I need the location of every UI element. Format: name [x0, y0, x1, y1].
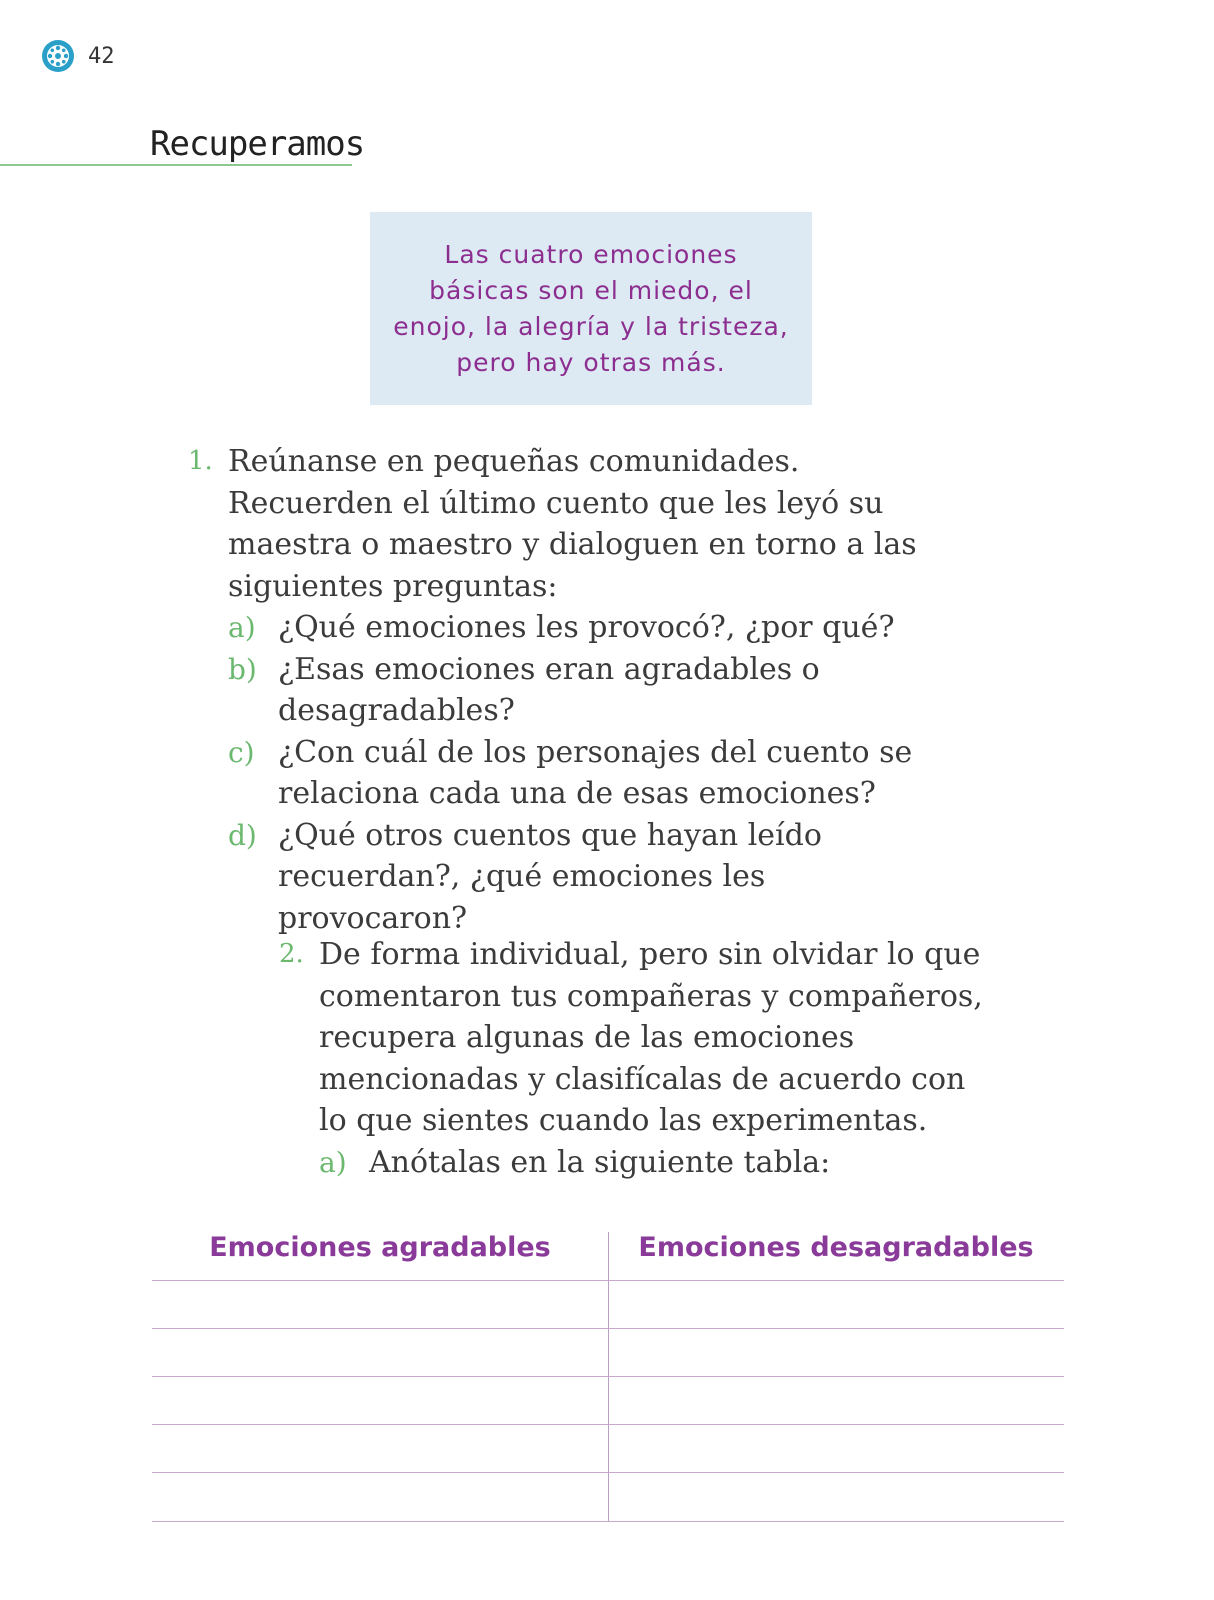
table-rule — [152, 1521, 1064, 1522]
task-line: mencionadas y clasifícalas de acuerdo con — [319, 1061, 966, 1097]
note-line: Las cuatro emociones — [444, 239, 738, 269]
question-line: ¿Con cuál de los personajes del cuento se — [278, 734, 913, 770]
question-line: desagradables? — [278, 693, 515, 728]
table-rule — [152, 1376, 1064, 1377]
question-a — [228, 607, 948, 649]
section-title: Recuperamos — [150, 124, 365, 164]
task-line: Recuerden el último cuento que les leyó su — [228, 485, 884, 521]
question-line: ¿Esas emociones eran agradables o — [278, 651, 820, 687]
question-line: recuerdan?, ¿qué emociones les provocaron? — [278, 859, 766, 936]
note-box — [370, 212, 812, 405]
header-unpleasant: Emociones desagradables — [638, 1232, 1034, 1263]
table-rule — [152, 1472, 1064, 1473]
instruction-a — [319, 1142, 1039, 1184]
task-number: 1. — [188, 446, 213, 476]
note-line: pero hay otras más. — [456, 347, 726, 377]
task-line: comentaron tus compañeras y compañeros, — [319, 978, 983, 1014]
task-1 — [188, 441, 948, 939]
task-line: Reúnanse en pequeñas comunidades. — [228, 444, 800, 479]
table-rule — [152, 1328, 1064, 1329]
question-line: relaciona cada una de esas emociones? — [278, 776, 876, 811]
page-number: 42 — [88, 43, 115, 69]
note-text — [393, 237, 788, 381]
question-letter: d) — [228, 818, 257, 852]
gear-flower-icon — [40, 38, 76, 74]
question-b — [228, 649, 948, 732]
task-line: maestra o maestro y dialoguen en torno a las — [228, 527, 917, 562]
question-line: ¿Qué otros cuentos que hayan leído — [278, 817, 822, 853]
title-underline — [0, 164, 352, 166]
question-letter: b) — [228, 652, 257, 686]
question-letter: a) — [228, 611, 256, 644]
question-d — [228, 815, 948, 940]
task-line: De forma individual, pero sin olvidar lo que — [319, 937, 981, 972]
instruction-text: Anótalas en la siguiente tabla: — [369, 1144, 831, 1180]
task-line: recupera algunas de las emociones — [319, 1020, 855, 1055]
table-rule — [152, 1424, 1064, 1425]
note-line: básicas son el miedo, el — [429, 275, 753, 305]
question-line: ¿Qué emociones les provocó?, ¿por qué? — [278, 610, 895, 645]
question-c — [228, 732, 948, 815]
header-pleasant: Emociones agradables — [209, 1232, 551, 1263]
note-line: enojo, la alegría y la tristeza, — [393, 311, 789, 341]
task-line: lo que sientes cuando las experimentas. — [319, 1103, 928, 1138]
table-rule — [152, 1280, 1064, 1281]
task-2 — [279, 934, 1039, 1183]
page-header — [40, 38, 115, 74]
task-line: siguientes preguntas: — [228, 568, 558, 604]
task-number: 2. — [279, 939, 304, 969]
instruction-letter: a) — [319, 1145, 347, 1179]
question-letter: c) — [228, 735, 255, 769]
column-divider — [608, 1232, 609, 1522]
